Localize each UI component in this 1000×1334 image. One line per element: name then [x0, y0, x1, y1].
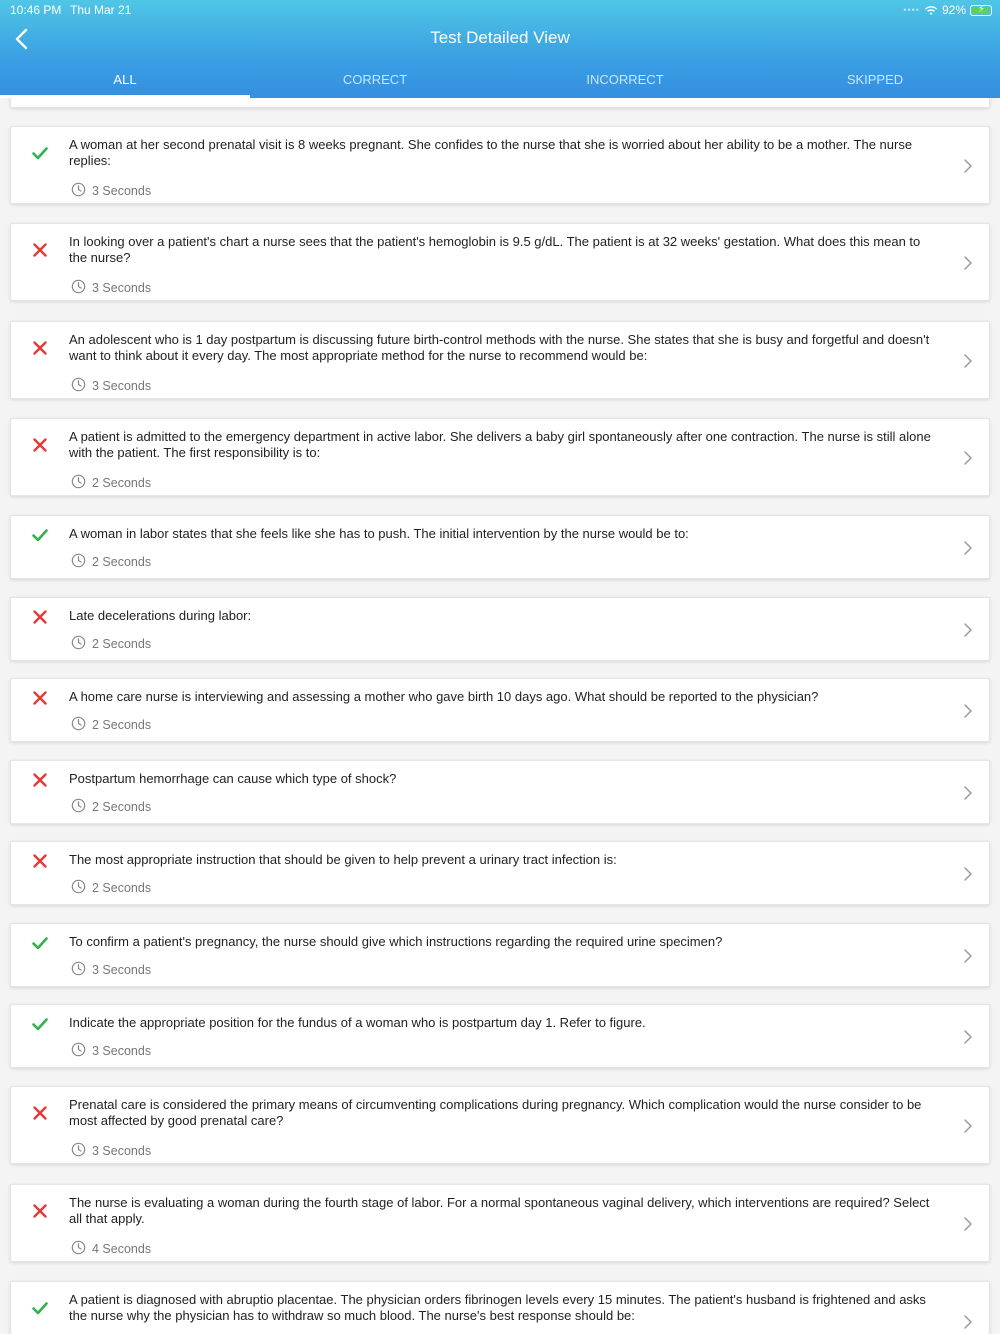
time-taken — [71, 798, 151, 816]
time-taken — [71, 182, 151, 200]
clock-icon — [71, 635, 86, 653]
question-text: Late decelerations during labor: — [69, 608, 252, 623]
tab-skipped[interactable]: SKIPPED — [846, 72, 904, 87]
cross-icon — [31, 689, 49, 707]
question-card[interactable] — [10, 223, 990, 301]
question-text: The most appropriate instruction that should be given to help prevent a urinary tract infection is: — [69, 852, 617, 867]
cross-icon — [31, 339, 49, 357]
question-card[interactable] — [10, 1086, 990, 1164]
time-taken — [71, 377, 151, 395]
tab-all[interactable]: ALL — [0, 64, 250, 98]
cross-icon — [31, 1202, 49, 1220]
time-taken — [71, 1240, 151, 1258]
question-text: A woman at her second prenatal visit is 8 weeks pregnant. She confides to the nurse that she is worried about her ability to be a mother. The nurse replies: — [69, 137, 913, 168]
cross-icon — [31, 771, 49, 789]
time-taken — [71, 716, 151, 734]
time-label: 2 Seconds — [92, 718, 152, 732]
clock-icon — [71, 553, 86, 571]
question-card[interactable] — [10, 760, 990, 824]
time-taken — [71, 1042, 151, 1060]
question-text: Prenatal care is considered the primary means of circumventing complications during pregnancy. Which complication would the nurse consider to be most affected by good prenatal care? — [69, 1097, 922, 1128]
chevron-right-icon[interactable] — [961, 158, 975, 174]
time-label: 3 Seconds — [92, 184, 152, 198]
question-card[interactable] — [10, 1281, 990, 1334]
clock-icon — [71, 798, 86, 816]
time-label: 2 Seconds — [92, 555, 152, 569]
status-indicators — [903, 3, 992, 17]
clock-icon — [71, 1240, 86, 1258]
cross-icon — [31, 608, 49, 626]
chevron-right-icon[interactable] — [961, 450, 975, 466]
chevron-right-icon[interactable] — [961, 866, 975, 882]
question-card[interactable] — [10, 1184, 990, 1262]
question-card[interactable] — [10, 515, 990, 579]
status-time: 10:46 PM — [10, 3, 62, 17]
question-text: In looking over a patient's chart a nurse sees that the patient's hemoglobin is 9.5 g/dL. The patient is at 32 weeks' gestation. What does this mean to the nurse? — [69, 234, 921, 265]
checkmark-icon — [31, 1015, 49, 1033]
clock-icon — [71, 716, 86, 734]
question-text: The nurse is evaluating a woman during the fourth stage of labor. For a normal spontaneous vaginal delivery, which interventions are required? Select all that apply. — [69, 1195, 930, 1226]
chevron-right-icon[interactable] — [961, 1029, 975, 1045]
clock-icon — [71, 1142, 86, 1160]
chevron-right-icon[interactable] — [961, 1118, 975, 1134]
chevron-right-icon[interactable] — [961, 255, 975, 271]
time-label: 2 Seconds — [92, 476, 152, 490]
time-label: 4 Seconds — [92, 1242, 152, 1256]
time-taken — [71, 553, 151, 571]
wifi-icon — [924, 5, 938, 16]
cross-icon — [31, 1104, 49, 1122]
question-text: A woman in labor states that she feels like she has to push. The initial intervention by the nurse would be to: — [69, 526, 689, 541]
time-taken — [71, 635, 151, 653]
battery-icon: ⚡ — [970, 5, 992, 16]
question-text: An adolescent who is 1 day postpartum is discussing future birth-control methods with the nurse. She states that she is busy and forgetful and doesn't want to think about it every day. The most appropriate method for the nurse to recommend would be: — [69, 332, 930, 363]
time-label: 3 Seconds — [92, 963, 152, 977]
app-header — [0, 0, 1000, 98]
question-card[interactable] — [10, 678, 990, 742]
chevron-right-icon[interactable] — [961, 540, 975, 556]
time-label: 3 Seconds — [92, 1144, 152, 1158]
question-list[interactable] — [0, 98, 1000, 1334]
time-taken — [71, 961, 151, 979]
question-card[interactable] — [10, 1004, 990, 1068]
question-card[interactable] — [10, 597, 990, 661]
clock-icon — [71, 182, 86, 200]
question-text: To confirm a patient's pregnancy, the nurse should give which instructions regarding the required urine specimen? — [69, 934, 723, 949]
clock-icon — [71, 879, 86, 897]
tab-correct[interactable]: CORRECT — [342, 72, 408, 87]
question-text: A patient is admitted to the emergency department in active labor. She delivers a baby girl spontaneously after one contraction. The nurse is still alone with the patient. The first responsibility is to: — [69, 429, 931, 460]
question-card[interactable] — [10, 923, 990, 987]
question-text: A home care nurse is interviewing and assessing a mother who gave birth 10 days ago. What should be reported to the physician? — [69, 689, 819, 704]
signal-icon: •••• — [903, 5, 920, 15]
chevron-right-icon[interactable] — [961, 785, 975, 801]
question-text: Postpartum hemorrhage can cause which type of shock? — [69, 771, 397, 786]
chevron-right-icon[interactable] — [961, 948, 975, 964]
clock-icon — [71, 1042, 86, 1060]
chevron-right-icon[interactable] — [961, 622, 975, 638]
time-label: 2 Seconds — [92, 881, 152, 895]
checkmark-icon — [31, 526, 49, 544]
status-bar — [0, 0, 1000, 22]
question-text: Indicate the appropriate position for the fundus of a woman who is postpartum day 1. Refer to figure. — [69, 1015, 646, 1030]
question-card[interactable] — [10, 841, 990, 905]
clock-icon — [71, 279, 86, 297]
clock-icon — [71, 377, 86, 395]
time-taken — [71, 474, 151, 492]
status-date: Thu Mar 21 — [70, 3, 132, 17]
time-label: 2 Seconds — [92, 800, 152, 814]
checkmark-icon — [31, 934, 49, 952]
filter-tabs — [0, 64, 1000, 98]
question-card-partial[interactable] — [10, 98, 990, 108]
question-card[interactable] — [10, 126, 990, 204]
chevron-right-icon[interactable] — [961, 703, 975, 719]
cross-icon — [31, 852, 49, 870]
cross-icon — [31, 241, 49, 259]
time-taken — [71, 279, 151, 297]
chevron-right-icon[interactable] — [961, 353, 975, 369]
page-title: Test Detailed View — [430, 28, 570, 47]
tab-incorrect[interactable]: INCORRECT — [586, 72, 664, 87]
time-taken — [71, 879, 151, 897]
chevron-right-icon[interactable] — [961, 1216, 975, 1232]
time-label: 2 Seconds — [92, 637, 152, 651]
question-text: A patient is diagnosed with abruptio placentae. The physician orders fibrinogen levels every 15 minutes. The patient's husband is frightened and asks the nurse why the physician has to withdraw so much blood. The nurse's best response should be: — [69, 1292, 926, 1323]
checkmark-icon — [31, 144, 49, 162]
battery-percent: 92% — [941, 3, 966, 17]
question-card[interactable] — [10, 418, 990, 496]
chevron-right-icon[interactable] — [961, 1314, 975, 1330]
cross-icon — [31, 436, 49, 454]
time-label: 3 Seconds — [92, 1044, 152, 1058]
question-card[interactable] — [10, 321, 990, 399]
clock-icon — [71, 474, 86, 492]
checkmark-icon — [31, 1299, 49, 1317]
time-label: 3 Seconds — [92, 379, 152, 393]
time-label: 3 Seconds — [92, 281, 152, 295]
time-taken — [71, 1142, 151, 1160]
clock-icon — [71, 961, 86, 979]
